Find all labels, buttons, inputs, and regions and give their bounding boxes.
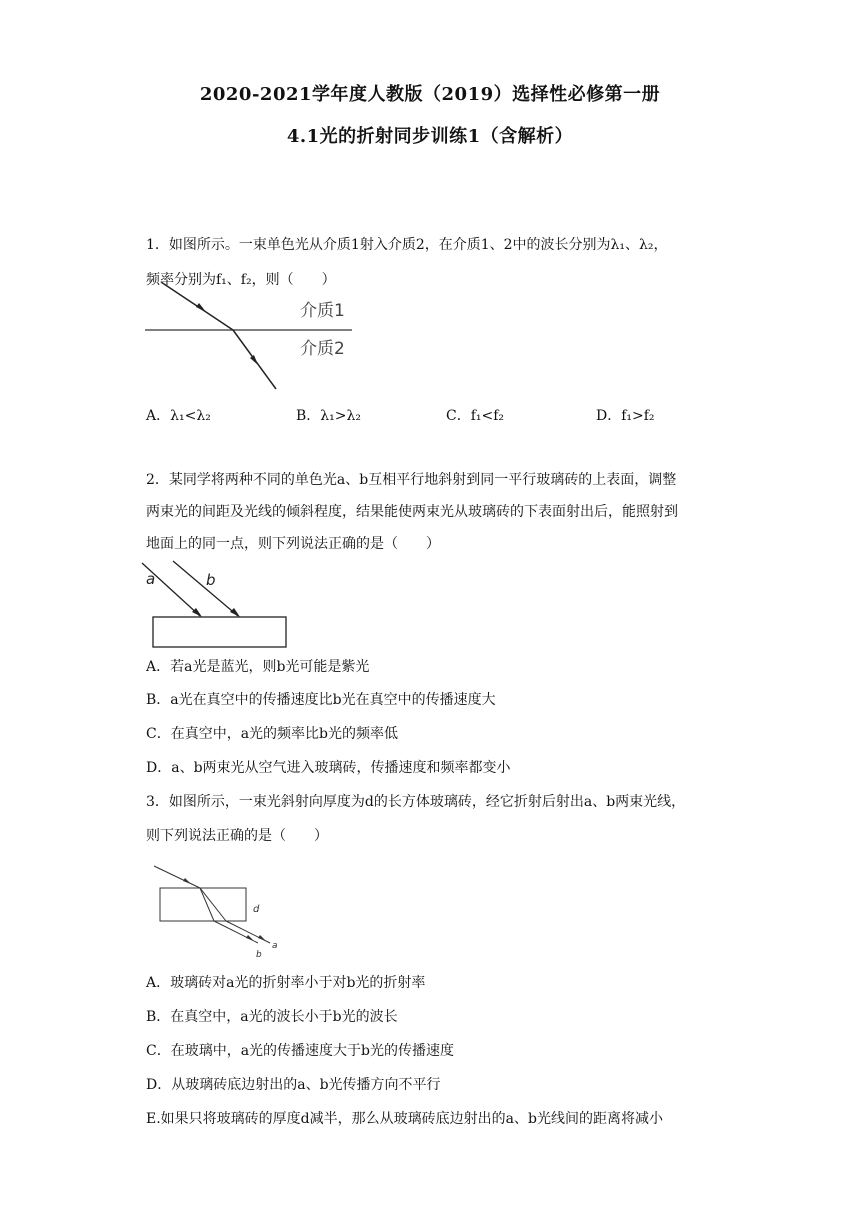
q2-stem-line1: 2．某同学将两种不同的单色光a、b互相平行地斜射到同一平行玻璃砖的上表面，调整	[146, 472, 677, 488]
q3-label-a: a	[272, 941, 278, 951]
q3-label-d: d	[253, 904, 260, 915]
q1-stem-line2: 频率分别为f₁、f₂，则（ ）	[146, 272, 336, 288]
q2-option-c: C．在真空中，a光的频率比b光的频率低	[146, 726, 399, 742]
q3-incident-ray	[154, 866, 200, 888]
q1-option-a: A．λ₁<λ₂	[146, 408, 211, 424]
q3-inner-ray-a	[200, 888, 226, 921]
q2-glass-block	[153, 617, 286, 647]
q3-label-b: b	[256, 950, 262, 960]
q1-refraction-figure	[140, 278, 365, 393]
document-title-line2: 4.1光的折射同步训练1（含解析）	[286, 126, 574, 147]
q2-stem-line3: 地面上的同一点，则下列说法正确的是（ ）	[146, 536, 440, 552]
q3-option-c: C．在玻璃中，a光的传播速度大于b光的传播速度	[146, 1043, 455, 1059]
q3-exit-arrow-a	[258, 935, 266, 941]
q2-stem-line2: 两束光的间距及光线的倾斜程度，结果能使两束光从玻璃砖的下表面射出后，能照射到	[146, 504, 678, 520]
q1-refracted-arrow	[250, 355, 258, 365]
q2-option-b: B．a光在真空中的传播速度比b光在真空中的传播速度大	[146, 692, 496, 708]
q1-option-d: D．f₁>f₂	[596, 408, 655, 424]
q3-incident-arrow	[183, 878, 191, 884]
q3-glass-block	[160, 888, 246, 921]
q2-label-a: a	[146, 570, 156, 588]
q1-option-c: C．f₁<f₂	[446, 408, 505, 424]
q3-inner-ray-b	[200, 888, 214, 921]
q3-stem-line1: 3．如图所示，一束光斜射向厚度为d的长方体玻璃砖，经它折射后射出a、b两束光线，	[146, 794, 686, 810]
q1-option-b: B．λ₁>λ₂	[296, 408, 361, 424]
document-title-line1: 2020-2021学年度人教版（2019）选择性必修第一册	[199, 84, 661, 105]
q3-glass-figure	[146, 858, 286, 963]
q1-stem-line1: 1．如图所示。一束单色光从介质1射入介质2，在介质1、2中的波长分别为λ₁、λ₂，	[146, 237, 668, 253]
q2-option-a: A．若a光是蓝光，则b光可能是紫光	[146, 659, 370, 675]
q2-ray-b-arrow	[230, 608, 240, 617]
q2-glass-figure	[140, 558, 295, 653]
q3-exit-arrow-b	[246, 935, 254, 941]
q3-stem-line2: 则下列说法正确的是（ ）	[146, 828, 328, 844]
q3-option-e: E.如果只将玻璃砖的厚度d减半，那么从玻璃砖底边射出的a、b光线间的距离将减小	[146, 1111, 663, 1127]
q1-medium2-label: 介质2	[300, 339, 345, 359]
q1-incident-arrow	[196, 303, 206, 312]
q2-option-d: D．a、b两束光从空气进入玻璃砖，传播速度和频率都变小	[146, 760, 511, 776]
q2-label-b: b	[206, 571, 216, 589]
q3-option-d: D．从玻璃砖底边射出的a、b光传播方向不平行	[146, 1077, 441, 1093]
q3-option-a: A．玻璃砖对a光的折射率小于对b光的折射率	[146, 975, 426, 991]
q1-medium1-label: 介质1	[300, 301, 345, 321]
q3-option-b: B．在真空中，a光的波长小于b光的波长	[146, 1009, 398, 1025]
